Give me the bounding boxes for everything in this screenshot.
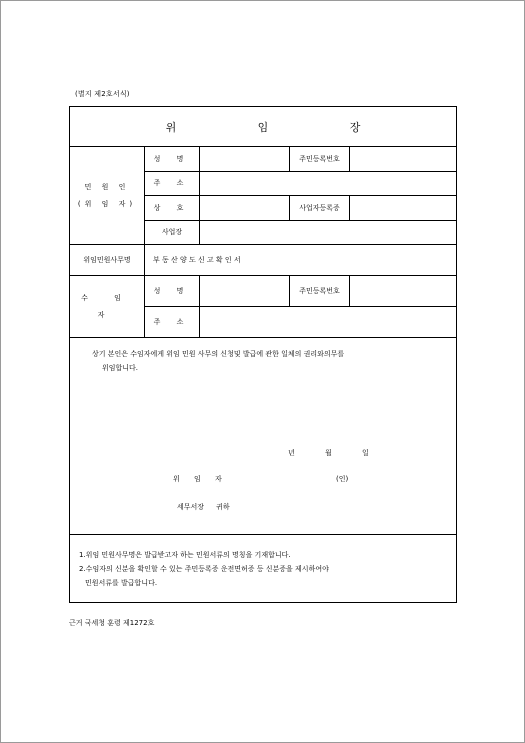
delegator-address-label: 주 소 [145, 171, 200, 196]
delegator-group-label [70, 147, 145, 245]
delegator-workplace-field[interactable] [200, 220, 457, 245]
notes-cell [70, 535, 457, 603]
delegator-group-label-line1: 민 원 인 [84, 182, 130, 191]
addressee-office: 세무서장 [177, 503, 205, 511]
date-line[interactable]: 년 월 일 [288, 449, 369, 457]
statement-line2: 위임합니다. [102, 364, 139, 372]
delegatee-rrn-field[interactable] [350, 276, 457, 307]
delegator-sign-label: 위 임 자 [173, 475, 228, 483]
delegator-rrn-label: 주민등록번호 [290, 147, 350, 172]
delegator-trade-name-field[interactable] [200, 196, 290, 221]
delegator-workplace-label: 사업장 [145, 220, 200, 245]
delegated-task-label: 위임민원사무명 [70, 245, 145, 276]
delegator-biz-reg-label: 사업자등록증 [290, 196, 350, 221]
legal-basis: 근거 국세청 훈령 제1272호 [69, 619, 155, 627]
delegator-name-field[interactable] [200, 147, 290, 172]
note-line2: 2.수임자의 신분을 확인할 수 있는 주민등록증 운전면허증 등 신분증을 제시하여야 [79, 565, 329, 573]
statement-cell [70, 338, 457, 535]
delegator-trade-name-label: 상 호 [145, 196, 200, 221]
delegatee-address-field[interactable] [200, 307, 457, 338]
delegator-address-field[interactable] [200, 171, 457, 196]
addressee-line [177, 502, 230, 512]
delegatee-name-label: 성 명 [145, 276, 200, 307]
delegator-biz-reg-field[interactable] [350, 196, 457, 221]
statement-line1: 상기 본인은 수임자에게 위임 민원 사무의 신청및 발급에 관한 일체의 권리와의무를 [92, 350, 345, 358]
delegatee-group-label: 수 임 자 [70, 276, 145, 338]
delegator-name-label: 성 명 [145, 147, 200, 172]
form-title: 위 임 장 [165, 120, 361, 134]
form-title-cell [70, 107, 457, 147]
note-line1: 1.위임 민원사무명은 발급받고자 하는 민원서류의 명칭을 기재합니다. [79, 551, 291, 559]
notes-text [79, 548, 329, 590]
seal-label: (인) [336, 475, 349, 483]
delegatee-address-label: 주 소 [145, 307, 200, 338]
delegator-group-label-line2: (위 임 자) [77, 199, 137, 208]
power-of-attorney-form [69, 106, 457, 603]
delegated-task-value[interactable]: 부 동 산 양 도 신 고 확 인 서 [145, 245, 457, 276]
note-line3: 민원서류를 발급합니다. [85, 579, 158, 587]
annex-label: (별지 제2호서식) [75, 90, 130, 98]
statement-text [92, 347, 442, 375]
addressee-to: 귀하 [216, 503, 230, 511]
delegatee-rrn-label: 주민등록번호 [290, 276, 350, 307]
delegator-rrn-field[interactable] [350, 147, 457, 172]
delegatee-name-field[interactable] [200, 276, 290, 307]
